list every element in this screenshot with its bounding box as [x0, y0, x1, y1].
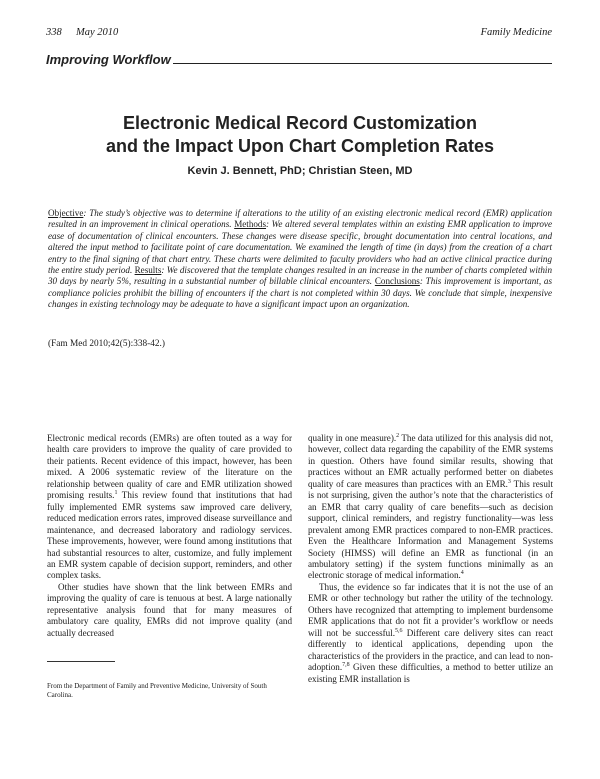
citation: (Fam Med 2010;42(5):338-42.) [48, 339, 165, 349]
reference-mark: 3 [507, 478, 511, 485]
body-text: The data utilized for this analysis did not, however, collect data regarding the capability of the EMR systems in question. Others have found similar results, showing that practices without an EMR actually performed better on diabetes quality of care measures than practices with an EMR. [308, 433, 553, 489]
section-label: Improving Workflow [46, 52, 171, 67]
body-paragraph [308, 582, 553, 685]
reference-mark: 5,6 [394, 627, 403, 634]
objective-label: Objective [48, 208, 84, 218]
reference-mark: 2 [396, 432, 400, 439]
title-line-2: and the Impact Upon Chart Completion Rates [105, 136, 495, 156]
author-list: Kevin J. Bennett, PhD; Christian Steen, MD [187, 165, 413, 177]
body-text: This review found that institutions that had fully implemented EMR systems saw improved care delivery, reduced medication errors rates, improved disease surveillance and maintenance, and decreased laboratory and radiology services. These improvements, however, were found among institutions that had substantial resources to alter, customize, and fully implement an EMR system capable of decision support, reminders, and other complex tasks. [47, 490, 292, 581]
footnote-rule [47, 661, 115, 662]
objective-text: : The study’s objective was to determine if alterations to the utility of an existing electronic medical record (EMR) application resulted in an improvement in clinical operations. [48, 208, 552, 230]
results-text: : We discovered that the template changes resulted in an increase in the number of charts completed within 30 days by nearly 5%, resulting in a substantial number of billable clinical encounters. [48, 265, 552, 287]
body-text: This result is not surprising, given the author’s note that the characteristics of an EMR that carry quality of care benefits—such as decision support, clinical reminders, and registry functionality—was less prevalent among EMR practices compared to non-EMR practices. Even the Healthcare Information and Management Systems Society (HIMSS) will define an EMR as functional (in an ambulatory setting) if the system functions minimally as an electronic storage of medical information. [308, 478, 553, 581]
conclusions-label: Conclusions [374, 276, 420, 287]
reference-mark: 1 [114, 490, 118, 497]
methods-text: : We altered several templates within an existing EMR application to improve ease of documentation of clinical encounters. These changes were disease specific, brought documentation into central locations, and altered the input method to facilitate point of care documentation. We examined the length of time (in days) from the creation of a chart entry to the final signing of that chart entry. These charts were delimited to faculty providers who had an active clinical practice during the entire study period. [48, 219, 553, 276]
body-text: Thus, the evidence so far indicates that it is not the use of an EMR or other technology but rather the utility of the technology. Others have recognized that attempting to implement burdensome EMR applications that do not fit a provider’s workflow or needs will not be successful. [308, 581, 553, 638]
reference-mark: 7,8 [342, 662, 350, 669]
conclusions-text: : This improvement is important, as compliance policies prohibit the billing of encounters if the chart is not completed within 30 days. We conclude that simple, inexpensive changes in existing technology may be adequate to have a significant impact upon an organization. [48, 276, 552, 310]
title-line-1: Electronic Medical Record Customization [122, 113, 478, 133]
methods-label: Methods [234, 219, 267, 230]
results-label: Results [134, 265, 162, 276]
body-paragraph [47, 433, 292, 582]
body-paragraph [47, 582, 292, 639]
body-column-right [308, 433, 553, 685]
body-text: Other studies have shown that the link between EMRs and improving the quality of care is tenuous at best. A large nationally representative analysis found that for many measures of ambulatory care quality, EMRs did not improve quality (and actually decreased [47, 581, 292, 638]
body-text: quality in one measure). [308, 433, 397, 443]
article-title [40, 112, 560, 158]
body-text: Electronic medical records (EMRs) are often touted as a way for health care providers to improve the quality of care provided to their patients. Recent evidence of this impact, however, has been mixed. A 2006 systematic review of the literature on the relationship between quality of care and EMR utilization showed promising results. [47, 433, 292, 501]
body-text: Different care delivery sites can react differently to identical applications, depending upon the characteristics of the providers in the practice, and can lead to non-adoption. [308, 627, 553, 673]
reference-mark: 4 [460, 570, 464, 577]
abstract [48, 208, 552, 311]
body-text: Given these difficulties, a method to better utilize an existing EMR installation is [308, 662, 553, 684]
body-column-left [47, 433, 292, 639]
affiliation-footnote: From the Department of Family and Preventive Medicine, University of South Carolina. [47, 682, 267, 699]
body-paragraph [308, 433, 553, 582]
issue-date: May 2010 [76, 27, 119, 38]
journal-name: Family Medicine [480, 27, 552, 38]
page-number: 338 [46, 27, 62, 38]
section-heading [46, 51, 552, 67]
